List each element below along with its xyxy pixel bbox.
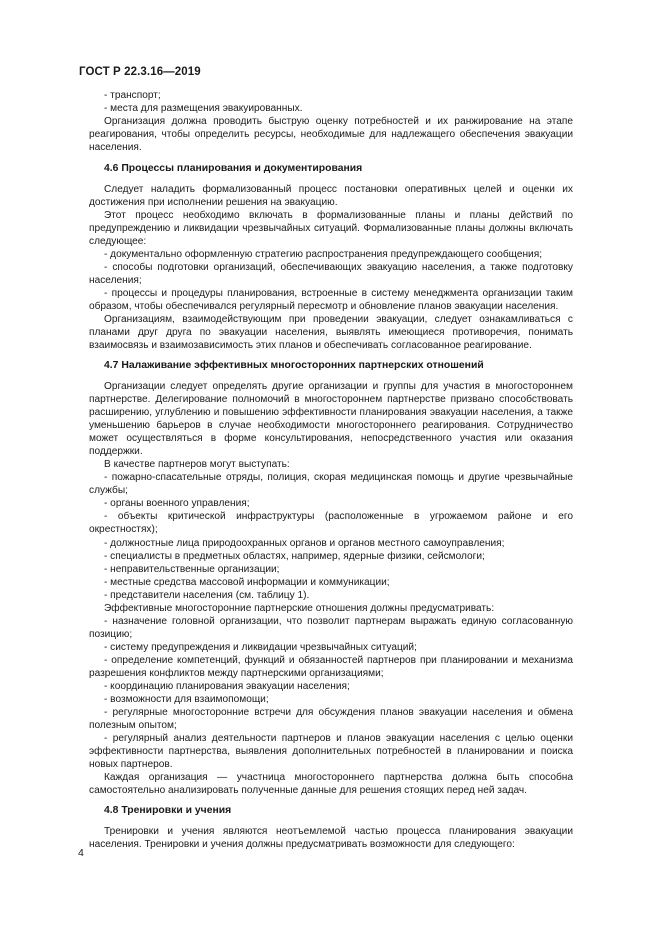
list-item: - возможности для взаимопомощи;	[104, 693, 269, 705]
list-item: - объекты критической инфраструктуры (расположенные в угрожаемом районе и его окрестностях);	[89, 511, 573, 536]
list-item: - места для размещения эвакуированных.	[104, 103, 303, 115]
page-number: 4	[78, 847, 84, 859]
list-item: - должностные лица природоохранных органов и органов местного самоуправления;	[104, 537, 505, 549]
list-item: - специалисты в предметных областях, например, ядерные физики, сейсмологи;	[104, 550, 485, 562]
list-item: - неправительственные организации;	[104, 563, 280, 575]
list-item: - способы подготовки организаций, обеспечивающих эвакуацию населения, а также подготовку населения;	[89, 262, 573, 287]
paragraph: Организациям, взаимодействующим при проведении эвакуации, следует ознакамливаться с планами друг друга по эвакуации населения, выявлять имеющиеся противоречия, понимать взаимосвязь и взаимозависимость этих планов и обеспечивать согласованное реагирование.	[89, 314, 573, 352]
list-item: - транспорт;	[104, 90, 161, 101]
list-item: - представители населения (см. таблицу 1).	[104, 589, 310, 601]
list-item: - регулярные многосторонние встречи для обсуждения планов эвакуации населения и обмена полезным опытом;	[89, 706, 573, 731]
document-body	[89, 89, 573, 851]
list-item: - координацию планирования эвакуации населения;	[104, 680, 350, 692]
paragraph: Эффективные многосторонние партнерские отношения должны предусматривать:	[104, 602, 495, 614]
list-item: - документально оформленную стратегию распространения предупреждающего сообщения;	[104, 249, 543, 261]
list-item: - пожарно-спасательные отряды, полиция, скорая медицинская помощь и другие чрезвычайные службы;	[89, 472, 573, 497]
section-heading-4-6: 4.6 Процессы планирования и документирования	[104, 163, 363, 175]
paragraph: Организация должна проводить быструю оценку потребностей и их ранжирование на этапе реагирования, чтобы определить ресурсы, необходимые для надлежащего обеспечения эвакуации населения.	[89, 116, 573, 154]
section-heading-4-7: 4.7 Налаживание эффективных многосторонних партнерских отношений	[104, 360, 484, 372]
paragraph: Следует наладить формализованный процесс постановки оперативных целей и оценки их достижения при исполнении решения на эвакуацию.	[89, 184, 573, 209]
list-item: - регулярный анализ деятельности партнеров и планов эвакуации населения с целью оценки эффективности партнерства, выявления дополнительных потребностей в планировании и поиска новых партнеров.	[89, 732, 573, 770]
paragraph: Каждая организация — участница многостороннего партнерства должна быть способна самостоятельно анализировать полученные данные для решения стоящих перед ней задач.	[89, 771, 573, 796]
paragraph: В качестве партнеров могут выступать:	[104, 459, 290, 471]
list-item: - назначение головной организации, что позволит партнерам выражать единую согласованную позицию;	[89, 615, 573, 640]
section-heading-4-8: 4.8 Тренировки и учения	[104, 804, 232, 816]
standard-header: ГОСТ Р 22.3.16—2019	[79, 66, 201, 78]
list-item: - систему предупреждения и ликвидации чрезвычайных ситуаций;	[104, 641, 417, 653]
paragraph: Этот процесс необходимо включать в формализованные планы и планы действий по предупреждению и ликвидации чрезвычайных ситуаций. Формализованные планы должны включать следующее:	[89, 210, 573, 248]
paragraph: Организации следует определять другие организации и группы для участия в многостороннем партнерстве. Делегирование полномочий в многостороннем партнерстве призвано способствовать расширению, углублению и повышению эффективности планирования эвакуации населения, а также уменьшению барьеров в случае необходимости многостороннего реагирования. Сотрудничество может осуществляться в форме консультирования, непосредственного участия или оказания поддержки.	[89, 381, 573, 458]
list-item: - органы военного управления;	[104, 498, 250, 510]
paragraph: Тренировки и учения являются неотъемлемой частью процесса планирования эвакуации населения. Тренировки и учения должны предусматривать возможности для следующего:	[89, 825, 573, 850]
list-item: - местные средства массовой информации и коммуникации;	[104, 576, 390, 588]
list-item: - определение компетенций, функций и обязанностей партнеров при планировании и механизма разрешения конфликтов между партнерскими организациями;	[89, 654, 573, 679]
list-item: - процессы и процедуры планирования, встроенные в систему менеджмента организации таким образом, чтобы обеспечивался регулярный пересмотр и обновление планов эвакуации населения.	[89, 288, 573, 313]
